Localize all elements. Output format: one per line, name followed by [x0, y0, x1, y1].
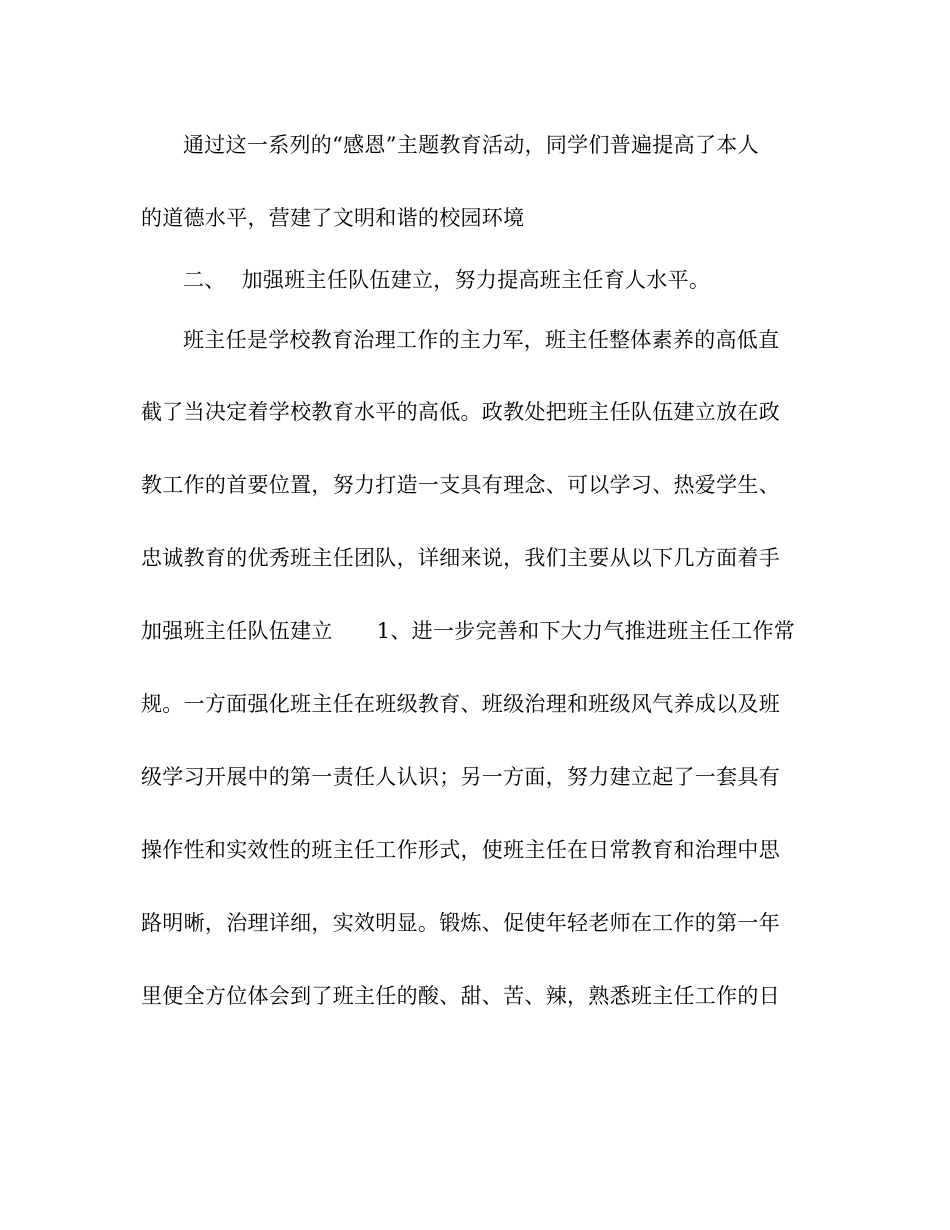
section-heading [0, 265, 950, 295]
paragraph-line: 操作性和实效性的班主任工作形式，使班主任在日常教育和治理中思 [141, 838, 780, 862]
paragraph-line: 的道德水平，营建了文明和谐的校园环境 [141, 206, 525, 230]
paragraph-line: 里便全方位体会到了班主任的酸、甜、苦、辣，熟悉班主任工作的日 [141, 984, 780, 1008]
line-segment: 加强班主任队伍建立 [141, 619, 333, 643]
paragraph-line: 班主任是学校教育治理工作的主力军，班主任整体素养的高低直 [183, 328, 780, 352]
section-title: 加强班主任队伍建立，努力提高班主任育人水平。 [241, 268, 711, 292]
paragraph-line: 级学习开展中的第一责任人认识；另一方面，努力建立起了一套具有 [141, 765, 780, 789]
paragraph-line: 忠诚教育的优秀班主任团队，详细来说，我们主要从以下几方面着手 [141, 546, 780, 570]
paragraph-line [0, 616, 950, 646]
section-number: 二、 [183, 268, 226, 292]
paragraph-line: 通过这一系列的“感恩”主题教育活动，同学们普遍提高了本人 [183, 133, 759, 157]
paragraph-line: 教工作的首要位置，努力打造一支具有理念、可以学习、热爱学生、 [141, 473, 780, 497]
paragraph-line: 规。一方面强化班主任在班级教育、班级治理和班级风气养成以及班 [141, 692, 780, 716]
line-segment: 1、进一步完善和下大力气推进班主任工作常 [376, 619, 796, 643]
paragraph-line: 截了当决定着学校教育水平的高低。政教处把班主任队伍建立放在政 [141, 400, 780, 424]
paragraph-line: 路明晰，治理详细，实效明显。锻炼、促使年轻老师在工作的第一年 [141, 911, 780, 935]
